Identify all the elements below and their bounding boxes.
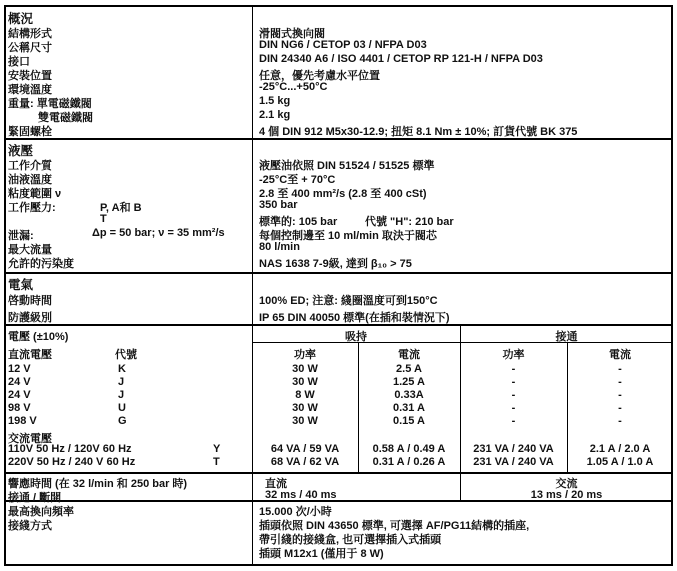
power-switch-on: - xyxy=(511,376,516,388)
power-pull-in: 64 VA / 59 VA xyxy=(270,443,340,455)
spec-value: 任意，優先考慮水平位置 xyxy=(259,70,380,82)
current-pull-in: 0.15 A xyxy=(392,415,425,427)
spec-value: 2.1 kg xyxy=(259,109,291,121)
ac-voltage-label: 交流電壓 xyxy=(8,433,52,445)
code-column-label: 代號 xyxy=(115,349,137,361)
spec-value: 15.000 次/小時 xyxy=(259,506,332,518)
spec-label: 接口 xyxy=(8,56,30,68)
voltage-ac-rows xyxy=(0,443,677,469)
spec-label: 最高換向頻率 xyxy=(8,506,74,518)
spec-row xyxy=(0,292,677,309)
col-power-1: 功率 xyxy=(294,349,316,361)
spec-row xyxy=(0,157,677,171)
response-dc-value: 32 ms / 40 ms xyxy=(265,489,337,501)
spec-label: 工作壓力: xyxy=(8,202,56,214)
power-switch-on: - xyxy=(511,363,516,375)
current-switch-on: - xyxy=(618,415,622,427)
spec-value: 350 bar xyxy=(259,199,298,211)
spec-value: 插頭 M12x1 (僅用于 8 W) xyxy=(259,548,384,560)
spec-label: 啓動時間 xyxy=(8,295,52,307)
voltage-header-2 xyxy=(0,346,677,362)
section-title-overview: 概況 xyxy=(8,12,34,26)
current-pull-in: 0.31 A / 0.26 A xyxy=(372,456,446,468)
table-row xyxy=(0,415,677,428)
spec-label: 工作介質 xyxy=(8,160,52,172)
voltage-code: T xyxy=(213,456,220,468)
spec-value: 4 個 DIN 912 M5x30-12.9; 扭矩 8.1 Nm ± 10%; 訂貨代號 BK 375 xyxy=(259,126,578,138)
spec-label: 粘度範圍 ν xyxy=(8,188,62,200)
spec-row xyxy=(0,213,677,227)
spec-value: -25°C至 + 70°C xyxy=(259,174,336,186)
spec-value-2: 代號 "H": 210 bar xyxy=(365,216,454,228)
voltage-code: Y xyxy=(213,443,221,455)
voltage-header-row xyxy=(0,328,677,344)
bottom-rows xyxy=(0,503,677,559)
section-title-hydraulic: 液壓 xyxy=(8,144,34,158)
spec-label: 允許的污染度 xyxy=(8,258,74,270)
table-row xyxy=(0,443,677,456)
col-current-2: 電流 xyxy=(609,349,631,361)
current-pull-in: 0.31 A xyxy=(392,402,425,414)
spec-row xyxy=(0,185,677,199)
response-ac-header: 交流 xyxy=(555,478,578,490)
current-pull-in: 0.33A xyxy=(394,389,424,401)
spec-value: IP 65 DIN 40050 標準(在插和裝情況下) xyxy=(259,312,450,324)
spec-row xyxy=(0,171,677,185)
spec-row xyxy=(0,255,677,269)
voltage-ac-label-row xyxy=(0,430,677,443)
voltage-dc-rows xyxy=(0,363,677,428)
spec-row xyxy=(0,309,677,326)
section-divider-electrical xyxy=(4,272,673,274)
power-switch-on: - xyxy=(511,415,516,427)
spec-row xyxy=(0,503,677,517)
spec-value: 每個控制邊至 10 ml/min 取決于閥芯 xyxy=(259,230,437,242)
voltage-code: J xyxy=(118,389,125,401)
spec-label: 接綫方式 xyxy=(8,520,52,532)
spec-value: 100% ED; 注意: 綫圈溫度可到150°C xyxy=(259,295,438,307)
spec-row xyxy=(0,227,677,241)
voltage-value: 198 V xyxy=(8,415,37,427)
spec-value: NAS 1638 7-9級, 達到 β₁₀ > 75 xyxy=(259,258,412,270)
spec-value: 滑閥式換向閥 xyxy=(259,28,325,40)
spec-label: 雙電磁鐵閥 xyxy=(38,112,93,124)
voltage-code: K xyxy=(118,363,126,375)
voltage-code: U xyxy=(118,402,126,414)
power-switch-on: 231 VA / 240 VA xyxy=(473,456,554,468)
voltage-code: G xyxy=(118,415,127,427)
spec-sublabel: Δp = 50 bar; ν = 35 mm²/s xyxy=(92,227,225,239)
table-row xyxy=(0,456,677,469)
spec-row xyxy=(0,67,677,81)
spec-row xyxy=(0,81,677,95)
spec-row xyxy=(0,109,677,123)
current-switch-on: - xyxy=(618,376,622,388)
power-pull-in: 30 W xyxy=(292,415,318,427)
spec-row xyxy=(0,199,677,213)
spec-value: 液壓油依照 DIN 51524 / 51525 標準 xyxy=(259,160,435,172)
hydraulic-rows xyxy=(0,157,677,269)
spec-value: DIN NG6 / CETOP 03 / NFPA D03 xyxy=(259,39,427,51)
spec-label: 緊固螺栓 xyxy=(8,126,52,138)
spec-value: 80 l/min xyxy=(259,241,300,253)
spec-row xyxy=(0,517,677,531)
table-row xyxy=(0,402,677,415)
spec-row xyxy=(0,95,677,109)
current-switch-on: - xyxy=(618,402,622,414)
spec-row xyxy=(0,545,677,559)
spec-row xyxy=(0,531,677,545)
spec-row xyxy=(0,241,677,255)
spec-label: 公稱尺寸 xyxy=(8,42,52,54)
table-row xyxy=(0,430,677,443)
current-switch-on: 1.05 A / 1.0 A xyxy=(586,456,654,468)
col-power-2: 功率 xyxy=(502,349,525,361)
power-switch-on: 231 VA / 240 VA xyxy=(473,443,554,455)
voltage-subheader-row xyxy=(0,346,677,362)
current-switch-on: - xyxy=(618,389,622,401)
response-label: 響應時間 (在 32 l/min 和 250 bar 時) xyxy=(8,478,188,490)
power-pull-in: 68 VA / 62 VA xyxy=(270,456,340,468)
power-pull-in: 30 W xyxy=(292,376,318,388)
voltage-value: 220V 50 Hz / 240 V 60 Hz xyxy=(8,456,136,468)
spec-sublabel: P, A和 B xyxy=(100,202,142,214)
table-row xyxy=(0,376,677,389)
voltage-code: J xyxy=(118,376,125,388)
response-dc-header: 直流 xyxy=(265,478,287,490)
dc-voltage-label: 直流電壓 xyxy=(8,349,52,361)
spec-label: 重量: 單電磁鐵閥 xyxy=(8,98,92,110)
spec-label: 油液溫度 xyxy=(8,174,52,186)
col-group-pull-in: 吸持 xyxy=(345,331,367,343)
voltage-header-1 xyxy=(0,328,677,344)
spec-value: 標準的: 105 bar xyxy=(259,216,338,228)
spec-row xyxy=(0,53,677,67)
table-row xyxy=(0,363,677,376)
voltage-label: 電壓 (±10%) xyxy=(8,331,69,343)
spec-value: DIN 24340 A6 / ISO 4401 / CETOP RP 121-H / NFPA D03 xyxy=(259,53,543,65)
voltage-value: 12 V xyxy=(8,363,31,375)
col-current-1: 電流 xyxy=(398,349,420,361)
table-row xyxy=(0,475,677,488)
current-pull-in: 0.58 A / 0.49 A xyxy=(372,443,446,455)
spec-value: 插頭依照 DIN 43650 標準, 可選擇 AF/PG11結構的插座, xyxy=(259,520,530,532)
spec-label: 泄漏: xyxy=(8,230,34,242)
current-switch-on: 2.1 A / 2.0 A xyxy=(589,443,651,455)
spec-value: 2.8 至 400 mm²/s (2.8 至 400 cSt) xyxy=(259,188,427,200)
spec-label: 安裝位置 xyxy=(8,70,52,82)
table-row xyxy=(0,389,677,402)
current-pull-in: 2.5 A xyxy=(396,363,422,375)
spec-value: -25°C...+50°C xyxy=(259,81,328,93)
table-row xyxy=(0,489,677,502)
response-rows xyxy=(0,475,677,502)
power-pull-in: 30 W xyxy=(292,402,318,414)
voltage-value: 24 V xyxy=(8,376,31,388)
current-switch-on: - xyxy=(618,363,622,375)
electrical-rows xyxy=(0,292,677,326)
spec-label: 環境溫度 xyxy=(8,84,52,96)
spec-value: 1.5 kg xyxy=(259,95,291,107)
power-pull-in: 8 W xyxy=(295,389,315,401)
spec-row xyxy=(0,39,677,53)
section-title-electrical: 電氣 xyxy=(8,278,34,292)
spec-row xyxy=(0,25,677,39)
voltage-value: 110V 50 Hz / 120V 60 Hz xyxy=(8,443,132,455)
voltage-value: 24 V xyxy=(8,389,31,401)
spec-value: 帶引綫的接綫盒, 也可選擇插入式插頭 xyxy=(259,534,442,546)
spec-label: 結構形式 xyxy=(8,28,52,40)
overview-rows xyxy=(0,25,677,137)
spec-label: 最大流量 xyxy=(8,244,52,256)
power-switch-on: - xyxy=(511,389,516,401)
spec-sublabel: T xyxy=(100,213,107,225)
voltage-value: 98 V xyxy=(8,402,31,414)
spec-label: 防護級別 xyxy=(8,312,52,324)
col-group-switch-on: 接通 xyxy=(555,331,578,343)
response-ac-value: 13 ms / 20 ms xyxy=(530,489,603,501)
on-off-label: 接通 / 斷開 xyxy=(8,492,62,504)
spec-row xyxy=(0,123,677,137)
power-pull-in: 30 W xyxy=(292,363,318,375)
current-pull-in: 1.25 A xyxy=(392,376,425,388)
section-divider-response xyxy=(4,472,673,474)
power-switch-on: - xyxy=(511,402,516,414)
